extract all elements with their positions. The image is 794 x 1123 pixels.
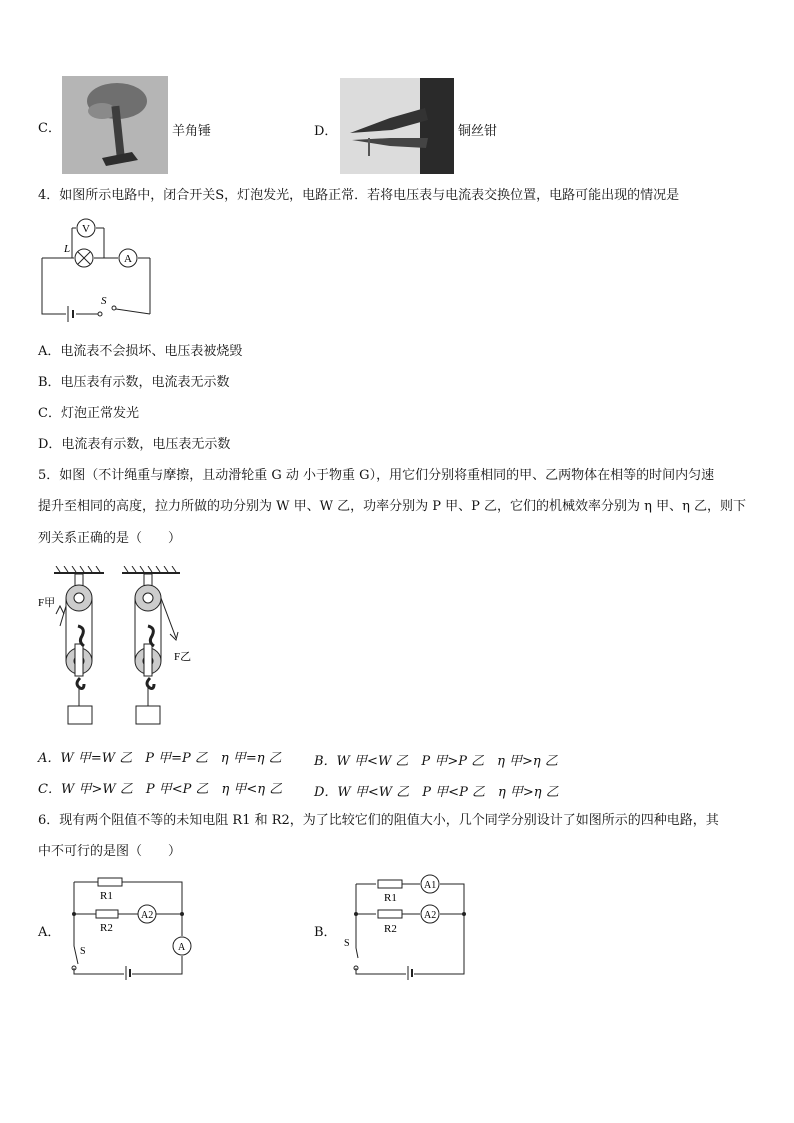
q6a-r2-label: R2 xyxy=(100,922,113,934)
q6-stem-line1: 6．现有两个阻值不等的未知电阻 R1 和 R2，为了比较它们的阻值大小，几个同学分别设计了如图所示的四种电路，其 xyxy=(38,813,719,828)
option-d-label: 铜丝钳 xyxy=(458,124,498,139)
f-yi-label: F乙 xyxy=(174,651,192,663)
q6-circuit-a xyxy=(62,876,200,980)
q6b-ammeter2-label: A2 xyxy=(424,910,437,921)
q6a-ammeter2-label: A2 xyxy=(141,910,154,921)
q6-stem-line2: 中不可行的是图（ ） xyxy=(38,844,182,859)
q5-option-b: B．W 甲<W 乙 P 甲>P 乙 η 甲>η 乙 xyxy=(314,754,558,769)
q6a-r1-label: R1 xyxy=(100,890,113,902)
q5-option-d: D．W 甲<W 乙 P 甲<P 乙 η 甲>η 乙 xyxy=(314,785,559,800)
q5-option-a: A．W 甲=W 乙 P 甲=P 乙 η 甲=η 乙 xyxy=(38,751,282,766)
ammeter-a-label: A xyxy=(124,253,132,265)
q6b-switch-label: S xyxy=(344,938,350,949)
q5-stem-line2: 提升至相同的高度，拉力所做的功分别为 W 甲、W 乙，功率分别为 P 甲、P 乙，它们的机械效率分别为 η 甲、η 乙，则下 xyxy=(38,499,746,514)
lamp-l-label: L xyxy=(64,243,71,255)
voltmeter-v-label: V xyxy=(82,223,90,235)
q6-circuit-b xyxy=(344,874,472,980)
q6-option-a-letter: A． xyxy=(38,925,61,940)
q6a-switch-label: S xyxy=(80,946,86,957)
q5-pulley-diagram xyxy=(38,566,218,730)
option-c-label: 羊角锤 xyxy=(172,124,212,139)
option-c-letter: C． xyxy=(38,121,61,136)
switch-s-label: S xyxy=(101,295,107,307)
q4-stem: 4．如图所示电路中，闭合开关S，灯泡发光，电路正常．若将电压表与电流表交换位置，电路可能出现的情况是 xyxy=(38,188,680,203)
q4-circuit-diagram xyxy=(38,212,156,330)
q4-option-d: D．电流表有示数，电压表无示数 xyxy=(38,437,231,452)
q4-option-c: C．灯泡正常发光 xyxy=(38,406,139,421)
q6b-ammeter1-label: A1 xyxy=(424,880,437,891)
option-d-letter: D． xyxy=(314,124,338,139)
q5-stem-line1: 5．如图（不计绳重与摩擦，且动滑轮重 G 动 小于物重 G），用它们分别将重相同的甲、乙两物体在相等的时间内匀速 xyxy=(38,468,715,483)
q6b-r2-label: R2 xyxy=(384,923,397,935)
q4-option-b: B．电压表有示数，电流表无示数 xyxy=(38,375,230,390)
q6a-ammeter-label: A xyxy=(178,942,186,953)
q5-stem-line3: 列关系正确的是（ ） xyxy=(38,531,182,546)
q6b-r1-label: R1 xyxy=(384,892,397,904)
wire-cutter-photo xyxy=(340,78,454,174)
claw-hammer-photo xyxy=(62,76,168,174)
q4-option-a: A．电流表不会损坏、电压表被烧毁 xyxy=(38,344,243,359)
q6-option-b-letter: B． xyxy=(314,925,337,940)
f-jia-label: F甲 xyxy=(38,597,56,609)
q5-option-c: C．W 甲>W 乙 P 甲<P 乙 η 甲<η 乙 xyxy=(38,782,283,797)
